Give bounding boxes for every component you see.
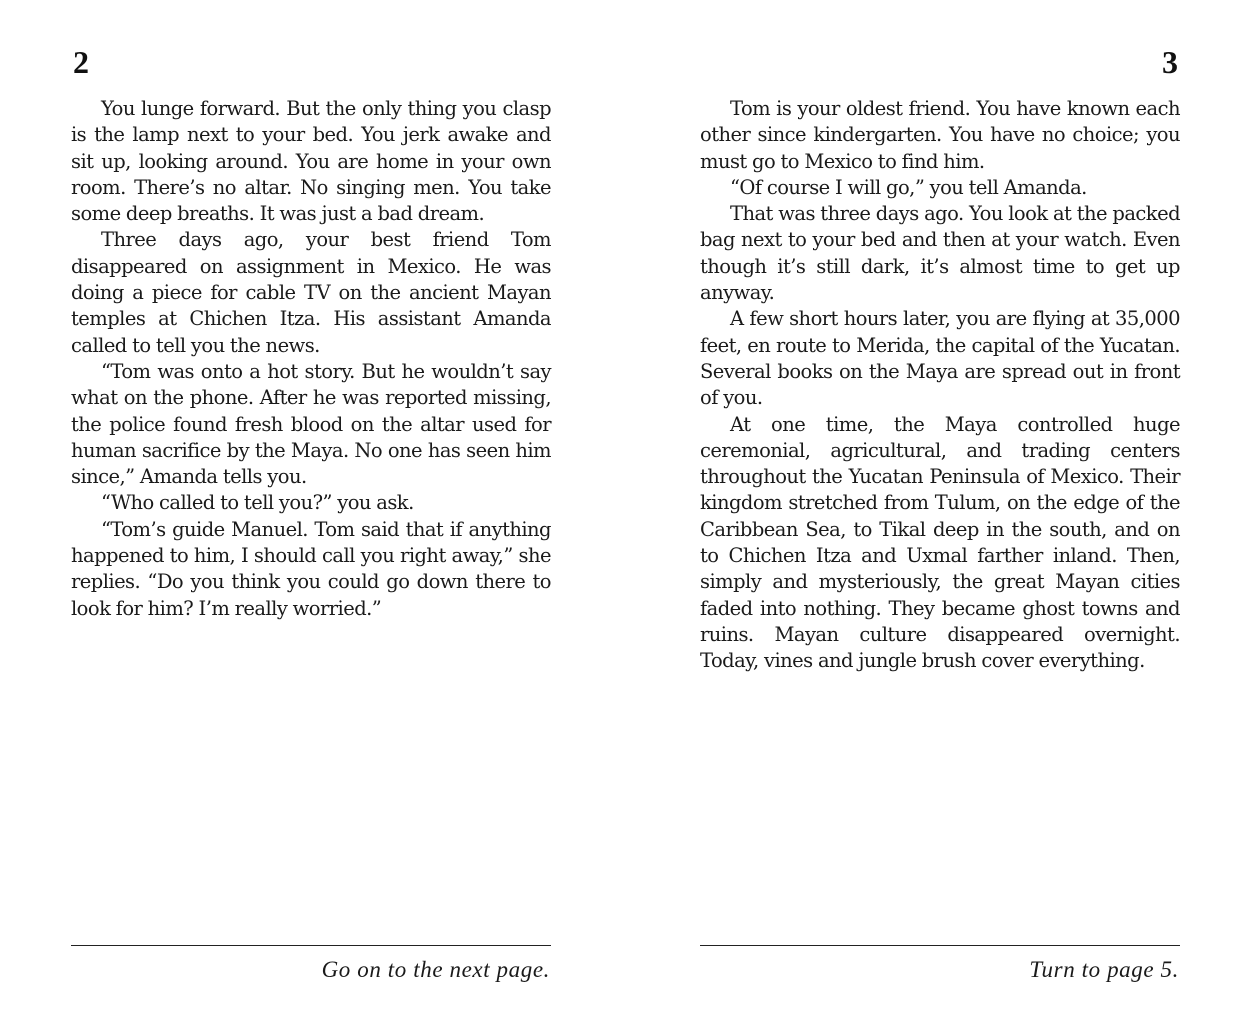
footer-divider xyxy=(71,945,551,946)
page-footer-direction: Go on to the next page. xyxy=(321,957,550,982)
paragraph: Tom is your oldest friend. You have known each other since kindergarten. You have no choice; you must go to Mexico to find him. xyxy=(700,97,1180,173)
right-page xyxy=(700,0,1180,1027)
paragraph: You lunge forward. But the only thing you clasp is the lamp next to your bed. You jerk awake and sit up, looking around. You are home in your own room. There’s no altar. No singing men. You take some deep breaths. It was just a bad dream. xyxy=(71,97,551,226)
page-body xyxy=(700,96,1180,675)
page-body xyxy=(71,96,551,622)
page-number: 3 xyxy=(1162,44,1178,80)
paragraph: “Of course I will go,” you tell Amanda. xyxy=(730,175,1087,199)
paragraph: A few short hours later, you are flying at 35,000 feet, en route to Merida, the capital of the Yucatan. Several books on the Maya are spread out in front of you. xyxy=(700,307,1180,410)
page-footer-direction: Turn to page 5. xyxy=(1029,957,1179,982)
paragraph: At one time, the Maya controlled huge ceremonial, agricultural, and trading centers throughout the Yucatan Peninsula of Mexico. Their kingdom stretched from Tulum, on the edge of the Caribbean Sea, to Tikal deep in the south, and on to Chichen Itza and Uxmal farther inland. Then, simply and mysteriously, the great Mayan cities faded into nothing. They became ghost towns and ruins. Mayan culture disappeared overnight. Today, vines and jungle brush cover everything. xyxy=(700,412,1180,673)
paragraph: That was three days ago. You look at the packed bag next to your bed and then at your watch. Even though it’s still dark, it’s almost time to get up anyway. xyxy=(700,202,1180,305)
paragraph: “Tom’s guide Manuel. Tom said that if anything happened to him, I should call you right away,” she replies. “Do you think you could go down there to look for him? I’m really worried.” xyxy=(71,517,551,620)
footer-divider xyxy=(700,945,1180,946)
paragraph: “Tom was onto a hot story. But he wouldn’t say what on the phone. After he was reported missing, the police found fresh blood on the altar used for human sacrifice by the Maya. No one has seen him since,” Amanda tells you. xyxy=(71,359,551,489)
paragraph: Three days ago, your best friend Tom disappeared on assignment in Mexico. He was doing a piece for cable TV on the ancient Mayan temples at Chichen Itza. His assistant Amanda called to tell you the news. xyxy=(71,228,551,357)
paragraph: “Who called to tell you?” you ask. xyxy=(101,491,414,515)
left-page xyxy=(71,0,551,1027)
page-number: 2 xyxy=(73,44,89,80)
